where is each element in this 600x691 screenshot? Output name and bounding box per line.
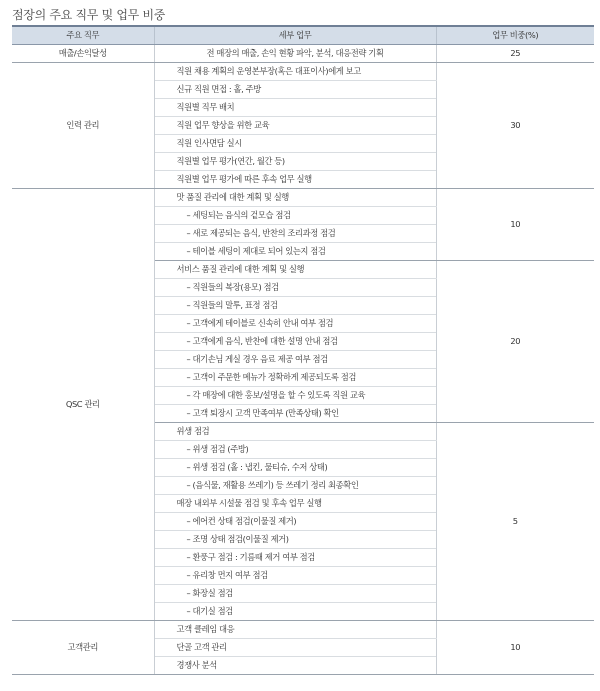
task-cell: 직원 인사면담 실시 xyxy=(154,134,436,152)
task-cell: 단골 고객 관리 xyxy=(154,638,436,656)
task-cell: – 고객에게 음식, 반찬에 대한 설명 안내 점검 xyxy=(154,332,436,350)
task-cell: 직원별 업무 평가에 따른 후속 업무 실행 xyxy=(154,170,436,188)
role-cell: 인력 관리 xyxy=(12,62,154,188)
task-cell: 직원 업무 향상을 위한 교육 xyxy=(154,116,436,134)
task-cell: – 위생 점검 (홀 : 냅킨, 물티슈, 수저 상태) xyxy=(154,458,436,476)
task-cell: 직원별 직무 배치 xyxy=(154,98,436,116)
weight-cell: 30 xyxy=(436,62,594,188)
task-cell: – 조명 상태 점검(이물질 제거) xyxy=(154,530,436,548)
task-cell: – 대기실 점검 xyxy=(154,602,436,620)
role-cell: 매출/손익달성 xyxy=(12,44,154,62)
role-cell: QSC 관리 xyxy=(12,188,154,620)
task-cell: – 새로 제공되는 음식, 반찬의 조리과정 점검 xyxy=(154,224,436,242)
duty-table xyxy=(12,25,594,675)
table-row xyxy=(12,62,594,80)
role-cell: 고객관리 xyxy=(12,620,154,674)
task-cell: – 테이블 세팅이 제대로 되어 있는지 점검 xyxy=(154,242,436,260)
table-row xyxy=(12,620,594,638)
weight-cell: 5 xyxy=(436,422,594,620)
task-cell: – 고객에게 테이블로 신속히 안내 여부 점검 xyxy=(154,314,436,332)
task-cell: – 화장실 점검 xyxy=(154,584,436,602)
task-cell: – 에어컨 상태 점검(이물질 제거) xyxy=(154,512,436,530)
table-row xyxy=(12,44,594,62)
task-cell: – 고객 퇴장시 고객 만족여부 (만족상태) 확인 xyxy=(154,404,436,422)
task-cell: – 환풍구 점검 : 기름때 제거 여부 점검 xyxy=(154,548,436,566)
task-cell: – 유리창 먼지 여부 점검 xyxy=(154,566,436,584)
task-cell: 위생 점검 xyxy=(154,422,436,440)
task-cell: 신규 직원 면접 : 홀, 주방 xyxy=(154,80,436,98)
task-cell: 직원 채용 계획의 운영본부장(혹은 대표이사)에게 보고 xyxy=(154,62,436,80)
weight-cell: 10 xyxy=(436,620,594,674)
header-task: 세부 업무 xyxy=(154,26,436,44)
task-cell: – 대기손님 게실 경우 음료 제공 여부 점검 xyxy=(154,350,436,368)
task-cell: 맛 품질 관리에 대한 계획 및 실행 xyxy=(154,188,436,206)
task-cell: 고객 클레임 대응 xyxy=(154,620,436,638)
task-cell: – (음식물, 재활용 쓰레기) 등 쓰레기 정리 최종확인 xyxy=(154,476,436,494)
task-cell: – 고객이 주문한 메뉴가 정확하게 제공되도록 점검 xyxy=(154,368,436,386)
task-cell: 서비스 품질 관리에 대한 계획 및 실행 xyxy=(154,260,436,278)
table-body xyxy=(12,44,594,674)
task-cell: – 위생 점검 (주방) xyxy=(154,440,436,458)
header-weight: 업무 비중(%) xyxy=(436,26,594,44)
task-cell: 경쟁사 분석 xyxy=(154,656,436,674)
page-title: 점장의 주요 직무 및 업무 비중 xyxy=(12,8,166,22)
weight-cell: 25 xyxy=(436,44,594,62)
task-cell: 직원별 업무 평가(연간, 월간 등) xyxy=(154,152,436,170)
table-header-row xyxy=(12,26,594,44)
task-cell: 전 매장의 매출, 손익 현황 파악, 분석, 대응전략 기획 xyxy=(154,44,436,62)
table-row xyxy=(12,188,594,206)
task-cell: – 각 매장에 대한 홍보/설명을 할 수 있도록 직원 교육 xyxy=(154,386,436,404)
task-cell: – 세팅되는 음식의 겉모습 점검 xyxy=(154,206,436,224)
weight-cell: 20 xyxy=(436,260,594,422)
weight-cell: 10 xyxy=(436,188,594,260)
task-cell: – 직원들의 복장(용모) 점검 xyxy=(154,278,436,296)
task-cell: 매장 내외부 시설물 점검 및 후속 업무 실행 xyxy=(154,494,436,512)
task-cell: – 직원들의 말투, 표정 점검 xyxy=(154,296,436,314)
header-role: 주요 직무 xyxy=(12,26,154,44)
